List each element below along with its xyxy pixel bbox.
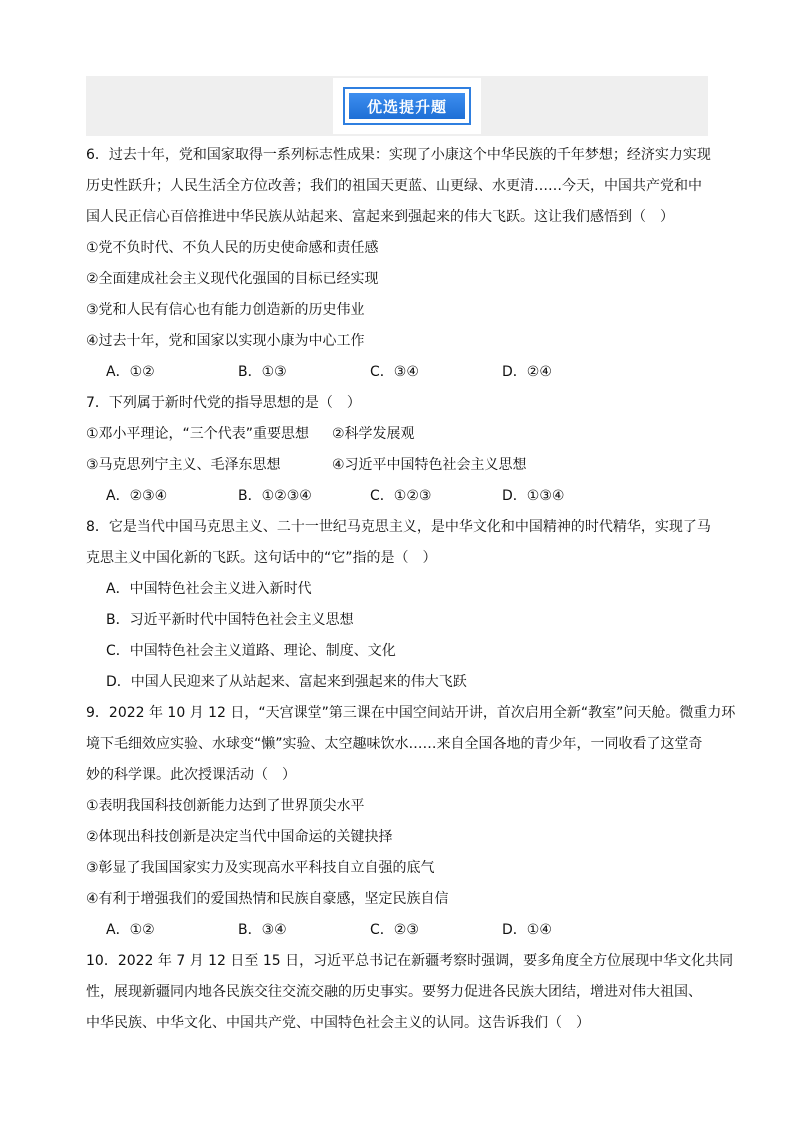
q6-statement-3: ③党和人民有信心也有能力创造新的历史伟业 xyxy=(86,302,365,318)
question-9 xyxy=(86,698,736,946)
q6-statement-4: ④过去十年，党和国家以实现小康为中心工作 xyxy=(86,333,365,349)
q6-stem-line-2: 历史性跃升；人民生活全方位改善；我们的祖国天更蓝、山更绿、水更清……今天，中国共产党和中 xyxy=(86,178,702,194)
q6-options xyxy=(86,357,712,388)
q9-option-b[interactable]: B．③④ xyxy=(238,922,287,938)
q6-stem-line-3: 国人民正信心百倍推进中华民族从站起来、富起来到强起来的伟大飞跃。这让我们感悟到（ ） xyxy=(86,209,674,225)
q9-stem-line-1: 9．2022 年 10 月 12 日，“天宫课堂”第三课在中国空间站开讲，首次启用全新“教室”问天舱。微重力环 xyxy=(86,705,736,721)
q10-stem-line-3: 中华民族、中华文化、中国共产党、中国特色社会主义的认同。这告诉我们（ ） xyxy=(86,1015,590,1031)
question-list xyxy=(86,140,736,1039)
q9-statement-3: ③彰显了我国国家实力及实现高水平科技自立自强的底气 xyxy=(86,860,435,876)
q6-statement-2: ②全面建成社会主义现代化强国的目标已经实现 xyxy=(86,271,379,287)
q6-statement-1: ①党不负时代、不负人民的历史使命感和责任感 xyxy=(86,240,379,256)
badge-label: 优选提升题 xyxy=(349,93,465,119)
q8-option-d[interactable]: D．中国人民迎来了从站起来、富起来到强起来的伟大飞跃 xyxy=(106,674,467,690)
q9-stem-line-3: 妙的科学课。此次授课活动（ ） xyxy=(86,767,296,783)
q7-option-c[interactable]: C．①②③ xyxy=(370,488,432,504)
q8-stem-line-1: 8．它是当代中国马克思主义、二十一世纪马克思主义，是中华文化和中国精神的时代精华，实现了马 xyxy=(86,519,711,535)
q6-option-a[interactable]: A．①② xyxy=(106,364,155,380)
q9-statement-2: ②体现出科技创新是决定当代中国命运的关键抉择 xyxy=(86,829,393,845)
q7-statements-row-1 xyxy=(86,419,712,450)
q9-option-d[interactable]: D．①④ xyxy=(502,922,552,938)
q10-stem-line-1: 10．2022 年 7 月 12 日至 15 日，习近平总书记在新疆考察时强调，要多角度全方位展现中华文化共同 xyxy=(86,953,734,969)
q7-option-b[interactable]: B．①②③④ xyxy=(238,488,312,504)
question-10 xyxy=(86,946,734,1039)
q9-option-c[interactable]: C．②③ xyxy=(370,922,419,938)
q7-stem: 7．下列属于新时代党的指导思想的是（ ） xyxy=(86,395,361,411)
header-badge xyxy=(333,78,481,134)
badge-frame xyxy=(343,87,471,125)
q10-stem-line-2: 性，展现新疆同内地各民族交往交流交融的历史事实。要努力促进各民族大团结，增进对伟大祖国、 xyxy=(86,984,702,1000)
q7-statement-1: ①邓小平理论，“三个代表”重要思想 xyxy=(86,426,310,442)
q7-statements-row-2 xyxy=(86,450,712,481)
q6-option-b[interactable]: B．①③ xyxy=(238,364,287,380)
q9-statement-1: ①表明我国科技创新能力达到了世界顶尖水平 xyxy=(86,798,365,814)
q7-option-a[interactable]: A．②③④ xyxy=(106,488,168,504)
q9-option-a[interactable]: A．①② xyxy=(106,922,155,938)
q8-option-a[interactable]: A．中国特色社会主义进入新时代 xyxy=(106,581,312,597)
q8-option-b[interactable]: B．习近平新时代中国特色社会主义思想 xyxy=(106,612,354,628)
q9-stem-line-2: 境下毛细效应实验、水球变“懒”实验、太空趣味饮水……来自全国各地的青少年，一同收看了这堂奇 xyxy=(86,736,703,752)
q7-option-d[interactable]: D．①③④ xyxy=(502,488,565,504)
question-8 xyxy=(86,512,712,698)
q9-options xyxy=(86,915,712,946)
q6-option-c[interactable]: C．③④ xyxy=(370,364,419,380)
q6-stem-line-1: 6．过去十年，党和国家取得一系列标志性成果：实现了小康这个中华民族的千年梦想；经济实力实现 xyxy=(86,147,711,163)
question-6 xyxy=(86,140,712,388)
q6-option-d[interactable]: D．②④ xyxy=(502,364,552,380)
q7-statement-4: ④习近平中国特色社会主义思想 xyxy=(332,457,527,473)
q7-options xyxy=(86,481,712,512)
q7-statement-2: ②科学发展观 xyxy=(332,426,415,442)
q8-stem-line-2: 克思主义中国化新的飞跃。这句话中的“它”指的是（ ） xyxy=(86,550,437,566)
q9-statement-4: ④有利于增强我们的爱国热情和民族自豪感，坚定民族自信 xyxy=(86,891,449,907)
q7-statement-3: ③马克思列宁主义、毛泽东思想 xyxy=(86,457,281,473)
question-7 xyxy=(86,388,712,512)
q8-option-c[interactable]: C．中国特色社会主义道路、理论、制度、文化 xyxy=(106,643,396,659)
